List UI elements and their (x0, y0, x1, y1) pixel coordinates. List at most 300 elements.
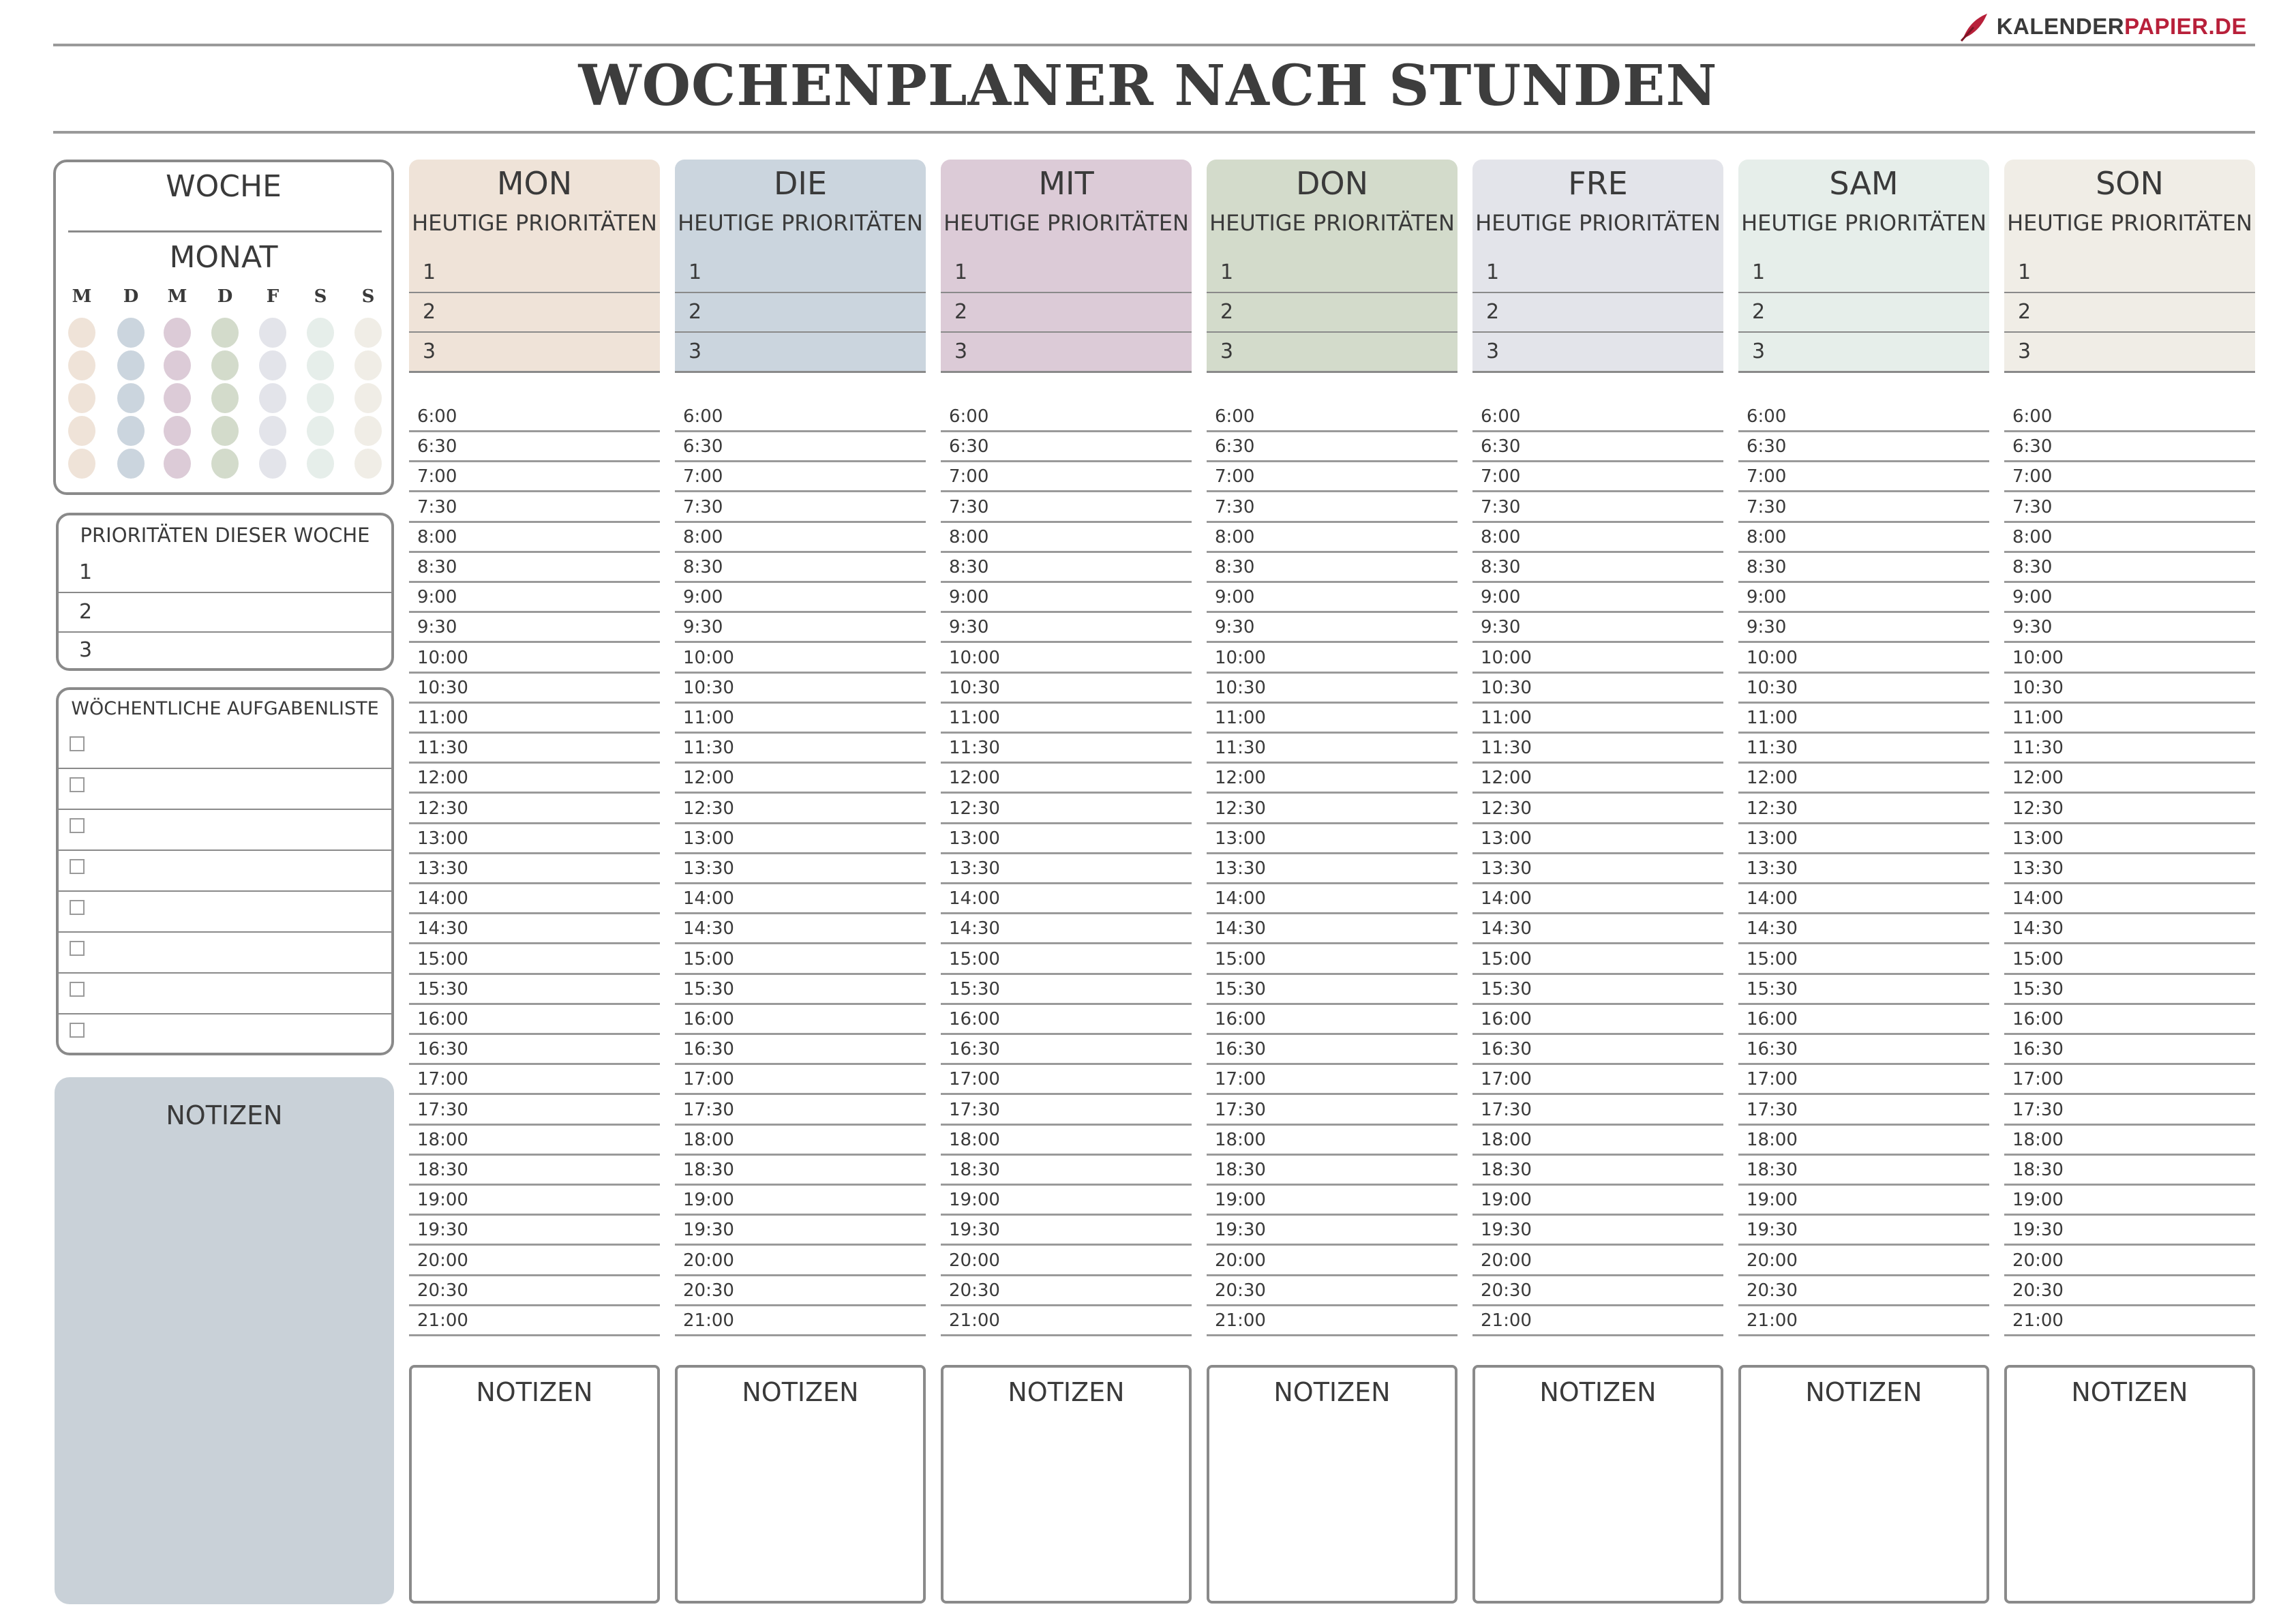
time-slot[interactable] (2004, 1156, 2255, 1186)
day-priority-row[interactable] (1738, 254, 1989, 293)
time-slot[interactable] (409, 914, 660, 944)
time-slot[interactable] (941, 674, 1192, 704)
calendar-dot[interactable] (307, 449, 334, 479)
time-slot[interactable] (1472, 523, 1723, 553)
time-slot[interactable] (2004, 975, 2255, 1005)
time-slot[interactable] (941, 1216, 1192, 1246)
priority-divider (409, 371, 660, 373)
time-slot[interactable] (675, 975, 926, 1005)
time-slot[interactable] (1472, 1005, 1723, 1035)
time-slot[interactable] (409, 432, 660, 462)
time-slot[interactable] (1472, 583, 1723, 613)
day-priority-row[interactable] (409, 293, 660, 333)
time-slot[interactable] (2004, 824, 2255, 854)
day-priority-row[interactable] (941, 293, 1192, 333)
time-slot[interactable] (1207, 734, 1457, 764)
time-slot[interactable] (409, 493, 660, 523)
calendar-dot[interactable] (259, 449, 286, 479)
time-slot[interactable] (675, 523, 926, 553)
time-slot[interactable] (1738, 674, 1989, 704)
time-slot[interactable] (1472, 644, 1723, 674)
calendar-dot[interactable] (211, 318, 239, 348)
time-slot[interactable] (1207, 674, 1457, 704)
calendar-dot[interactable] (307, 416, 334, 446)
time-slot[interactable] (675, 914, 926, 944)
time-slot[interactable] (675, 1216, 926, 1246)
time-slot[interactable] (941, 1156, 1192, 1186)
time-slot[interactable] (941, 1035, 1192, 1065)
time-slot[interactable] (1207, 884, 1457, 914)
time-slot[interactable] (1207, 1276, 1457, 1306)
time-label: 8:00 (417, 526, 457, 547)
time-slot[interactable] (1207, 945, 1457, 975)
time-slot[interactable] (1472, 1156, 1723, 1186)
time-slot[interactable] (409, 523, 660, 553)
calendar-dot[interactable] (211, 350, 239, 380)
task-checkbox[interactable] (70, 859, 85, 874)
time-slot[interactable] (1207, 1246, 1457, 1276)
time-slot[interactable] (1472, 1126, 1723, 1156)
time-slot[interactable] (2004, 402, 2255, 432)
time-slot[interactable] (1738, 1126, 1989, 1156)
time-slot[interactable] (409, 734, 660, 764)
time-slot[interactable] (675, 854, 926, 884)
time-slot[interactable] (941, 1096, 1192, 1126)
calendar-dot[interactable] (117, 350, 145, 380)
time-slot[interactable] (1738, 493, 1989, 523)
time-slot[interactable] (409, 764, 660, 794)
time-slot[interactable] (1207, 824, 1457, 854)
time-slot[interactable] (1472, 1216, 1723, 1246)
time-slot[interactable] (675, 674, 926, 704)
time-slot[interactable] (2004, 1126, 2255, 1156)
time-slot[interactable] (675, 1126, 926, 1156)
time-slot[interactable] (1472, 1246, 1723, 1276)
task-checkbox[interactable] (70, 982, 85, 997)
time-slot[interactable] (1207, 975, 1457, 1005)
time-slot[interactable] (675, 1065, 926, 1095)
day-priority-row[interactable] (2004, 254, 2255, 293)
time-slot[interactable] (941, 523, 1192, 553)
time-slot[interactable] (409, 1035, 660, 1065)
calendar-dot[interactable] (211, 383, 239, 413)
time-slot[interactable] (1207, 1216, 1457, 1246)
time-slot[interactable] (409, 613, 660, 643)
calendar-dot[interactable] (354, 449, 382, 479)
time-slot[interactable] (1207, 523, 1457, 553)
time-slot[interactable] (941, 644, 1192, 674)
task-checkbox[interactable] (70, 818, 85, 833)
calendar-dot[interactable] (164, 318, 191, 348)
day-notes-box[interactable] (675, 1365, 926, 1604)
time-slot[interactable] (1738, 402, 1989, 432)
time-slot[interactable] (2004, 854, 2255, 884)
time-slot[interactable] (1207, 613, 1457, 643)
time-slot[interactable] (2004, 704, 2255, 734)
calendar-dot[interactable] (259, 383, 286, 413)
calendar-dot[interactable] (259, 318, 286, 348)
time-slot[interactable] (1738, 1005, 1989, 1035)
day-priority-row[interactable] (409, 333, 660, 372)
time-slot[interactable] (1738, 644, 1989, 674)
calendar-dot[interactable] (354, 318, 382, 348)
time-slot[interactable] (2004, 794, 2255, 824)
time-slot[interactable] (675, 613, 926, 643)
time-slot[interactable] (2004, 583, 2255, 613)
time-slot[interactable] (941, 734, 1192, 764)
time-slot[interactable] (1207, 1306, 1457, 1336)
time-slot[interactable] (675, 764, 926, 794)
time-slot[interactable] (409, 1246, 660, 1276)
time-slot[interactable] (675, 432, 926, 462)
time-slot[interactable] (2004, 734, 2255, 764)
time-slot[interactable] (941, 914, 1192, 944)
time-slot[interactable] (941, 1306, 1192, 1336)
time-slot[interactable] (2004, 1005, 2255, 1035)
time-slot[interactable] (409, 1306, 660, 1336)
time-slot[interactable] (941, 613, 1192, 643)
time-slot[interactable] (941, 884, 1192, 914)
time-slot[interactable] (1472, 493, 1723, 523)
time-slot[interactable] (2004, 1065, 2255, 1095)
time-slot[interactable] (1738, 523, 1989, 553)
time-slot[interactable] (1738, 734, 1989, 764)
time-slot[interactable] (2004, 1306, 2255, 1336)
time-slot[interactable] (941, 553, 1192, 583)
time-slot[interactable] (1472, 553, 1723, 583)
time-slot[interactable] (941, 1276, 1192, 1306)
time-slot[interactable] (675, 1186, 926, 1216)
time-slot[interactable] (409, 854, 660, 884)
calendar-dot[interactable] (117, 416, 145, 446)
calendar-dot[interactable] (68, 416, 95, 446)
calendar-dot[interactable] (307, 383, 334, 413)
time-slot[interactable] (2004, 674, 2255, 704)
time-slot[interactable] (941, 402, 1192, 432)
calendar-dot[interactable] (68, 350, 95, 380)
time-slot[interactable] (1472, 1096, 1723, 1126)
calendar-dot[interactable] (164, 383, 191, 413)
time-slot[interactable] (1738, 1246, 1989, 1276)
time-slot[interactable] (941, 1186, 1192, 1216)
time-label: 9:00 (1215, 587, 1255, 608)
time-slot[interactable] (1738, 1186, 1989, 1216)
time-slot[interactable] (941, 1126, 1192, 1156)
time-slot[interactable] (409, 1216, 660, 1246)
time-slot[interactable] (1738, 854, 1989, 884)
time-slot[interactable] (941, 1065, 1192, 1095)
calendar-dot[interactable] (117, 383, 145, 413)
time-slot[interactable] (1207, 553, 1457, 583)
day-notes-box[interactable] (2004, 1365, 2255, 1604)
time-slot[interactable] (1738, 613, 1989, 643)
time-slot[interactable] (941, 794, 1192, 824)
time-slot[interactable] (1207, 583, 1457, 613)
time-slot[interactable] (2004, 884, 2255, 914)
calendar-dot[interactable] (117, 318, 145, 348)
time-slot[interactable] (1472, 824, 1723, 854)
time-slot[interactable] (1738, 1306, 1989, 1336)
time-slot[interactable] (1472, 613, 1723, 643)
day-notes-box[interactable] (1738, 1365, 1989, 1604)
calendar-dot[interactable] (307, 350, 334, 380)
time-slot[interactable] (1738, 1065, 1989, 1095)
time-slot[interactable] (675, 402, 926, 432)
time-slot[interactable] (1738, 824, 1989, 854)
time-slot[interactable] (1472, 432, 1723, 462)
time-label: 8:30 (949, 557, 989, 577)
time-slot[interactable] (1738, 583, 1989, 613)
time-slot[interactable] (1738, 1216, 1989, 1246)
time-slot[interactable] (675, 884, 926, 914)
time-slot[interactable] (2004, 613, 2255, 643)
time-slot[interactable] (2004, 553, 2255, 583)
calendar-dot[interactable] (68, 318, 95, 348)
day-priority-row[interactable] (2004, 333, 2255, 372)
time-label: 8:00 (949, 526, 989, 547)
time-slot[interactable] (941, 854, 1192, 884)
time-slot[interactable] (1738, 975, 1989, 1005)
time-slot[interactable] (409, 884, 660, 914)
time-slot[interactable] (1472, 764, 1723, 794)
time-slot[interactable] (1738, 462, 1989, 492)
time-slot[interactable] (1472, 975, 1723, 1005)
time-label: 21:00 (417, 1310, 468, 1331)
calendar-dot[interactable] (259, 350, 286, 380)
time-slot[interactable] (1207, 644, 1457, 674)
time-slot[interactable] (1472, 462, 1723, 492)
calendar-dot[interactable] (164, 350, 191, 380)
calendar-dot[interactable] (354, 383, 382, 413)
time-slot[interactable] (409, 644, 660, 674)
time-slot[interactable] (941, 1246, 1192, 1276)
time-slot[interactable] (1738, 794, 1989, 824)
day-priority-row[interactable] (1472, 293, 1723, 333)
time-slot[interactable] (409, 462, 660, 492)
time-slot[interactable] (1472, 1306, 1723, 1336)
day-priority-row[interactable] (675, 293, 926, 333)
day-priority-row[interactable] (1207, 333, 1457, 372)
time-slot[interactable] (1738, 884, 1989, 914)
time-slot[interactable] (409, 1005, 660, 1035)
time-slot[interactable] (1472, 734, 1723, 764)
day-notes-box[interactable] (1472, 1365, 1723, 1604)
time-slot[interactable] (409, 402, 660, 432)
day-priority-row[interactable] (1207, 293, 1457, 333)
time-slot[interactable] (675, 704, 926, 734)
time-slot[interactable] (675, 1005, 926, 1035)
time-slot[interactable] (409, 1156, 660, 1186)
time-slot[interactable] (2004, 1216, 2255, 1246)
time-slot[interactable] (1207, 402, 1457, 432)
day-priority-row[interactable] (1472, 254, 1723, 293)
time-slot[interactable] (409, 794, 660, 824)
calendar-dot[interactable] (117, 449, 145, 479)
time-slot[interactable] (675, 824, 926, 854)
calendar-dot[interactable] (211, 449, 239, 479)
time-slot[interactable] (675, 1246, 926, 1276)
time-slot[interactable] (1738, 764, 1989, 794)
time-slot[interactable] (941, 583, 1192, 613)
time-slot[interactable] (409, 1096, 660, 1126)
time-slot[interactable] (1472, 1035, 1723, 1065)
time-slot[interactable] (2004, 914, 2255, 944)
task-checkbox[interactable] (70, 941, 85, 956)
time-slot[interactable] (675, 644, 926, 674)
calendar-dot[interactable] (211, 416, 239, 446)
time-label: 15:00 (949, 948, 1000, 969)
day-priority-row[interactable] (2004, 293, 2255, 333)
time-slot[interactable] (409, 1065, 660, 1095)
time-slot[interactable] (409, 704, 660, 734)
time-slot[interactable] (675, 553, 926, 583)
time-slot[interactable] (941, 824, 1192, 854)
brand-part1: KALENDER (1996, 14, 2125, 39)
time-slot[interactable] (1738, 945, 1989, 975)
time-slot[interactable] (1207, 854, 1457, 884)
time-slot[interactable] (1472, 1186, 1723, 1216)
task-checkbox[interactable] (70, 736, 85, 751)
time-slot[interactable] (1738, 553, 1989, 583)
time-slot[interactable] (1207, 432, 1457, 462)
time-slot[interactable] (409, 824, 660, 854)
time-slot[interactable] (675, 1276, 926, 1306)
day-priority-row[interactable] (675, 333, 926, 372)
time-slot[interactable] (941, 493, 1192, 523)
time-slot[interactable] (1472, 1276, 1723, 1306)
task-checkbox[interactable] (70, 1023, 85, 1038)
day-priority-row[interactable] (409, 254, 660, 293)
time-slot[interactable] (1207, 1035, 1457, 1065)
time-slot[interactable] (2004, 523, 2255, 553)
day-priority-row[interactable] (941, 333, 1192, 372)
calendar-dot[interactable] (164, 449, 191, 479)
time-slot[interactable] (409, 553, 660, 583)
time-slot[interactable] (941, 1005, 1192, 1035)
day-notes-box[interactable] (941, 1365, 1192, 1604)
day-priority-row[interactable] (1207, 254, 1457, 293)
calendar-dot[interactable] (354, 350, 382, 380)
time-slot[interactable] (2004, 1276, 2255, 1306)
time-slot[interactable] (1472, 402, 1723, 432)
day-notes-box[interactable] (409, 1365, 660, 1604)
time-label: 18:30 (1481, 1160, 1532, 1180)
calendar-dot[interactable] (68, 383, 95, 413)
time-slot[interactable] (1207, 462, 1457, 492)
time-slot[interactable] (2004, 1035, 2255, 1065)
time-slot[interactable] (1207, 1096, 1457, 1126)
time-slot[interactable] (1472, 1065, 1723, 1095)
time-slot[interactable] (1472, 914, 1723, 944)
time-slot[interactable] (675, 1096, 926, 1126)
task-checkbox[interactable] (70, 900, 85, 915)
calendar-dot[interactable] (307, 318, 334, 348)
time-slot[interactable] (1738, 914, 1989, 944)
time-slot[interactable] (1738, 1096, 1989, 1126)
day-priority-row[interactable] (1738, 333, 1989, 372)
time-slot[interactable] (675, 1035, 926, 1065)
time-label: 15:00 (1215, 948, 1266, 969)
calendar-dot[interactable] (164, 416, 191, 446)
time-slot[interactable] (1472, 884, 1723, 914)
time-slot[interactable] (2004, 462, 2255, 492)
time-slot[interactable] (1738, 1035, 1989, 1065)
time-slot[interactable] (675, 462, 926, 492)
calendar-dot[interactable] (68, 449, 95, 479)
calendar-dot[interactable] (259, 416, 286, 446)
time-slot[interactable] (1207, 493, 1457, 523)
time-slot[interactable] (1207, 794, 1457, 824)
time-slot[interactable] (675, 1306, 926, 1336)
time-slot[interactable] (941, 764, 1192, 794)
time-slot[interactable] (941, 432, 1192, 462)
day-priority-row[interactable] (675, 254, 926, 293)
time-slot[interactable] (409, 1186, 660, 1216)
time-slot[interactable] (1207, 1126, 1457, 1156)
time-slot[interactable] (941, 945, 1192, 975)
day-priority-row[interactable] (1738, 293, 1989, 333)
time-slot[interactable] (1472, 704, 1723, 734)
time-slot[interactable] (1472, 945, 1723, 975)
time-slot[interactable] (1738, 704, 1989, 734)
calendar-dot[interactable] (354, 416, 382, 446)
time-slot[interactable] (1738, 432, 1989, 462)
time-slot[interactable] (1207, 704, 1457, 734)
time-slot[interactable] (1207, 914, 1457, 944)
time-slot[interactable] (1472, 854, 1723, 884)
time-slot[interactable] (1207, 1156, 1457, 1186)
time-slot[interactable] (2004, 1186, 2255, 1216)
time-slot[interactable] (409, 1276, 660, 1306)
time-slot[interactable] (675, 1156, 926, 1186)
time-slot[interactable] (1472, 674, 1723, 704)
day-priority-row[interactable] (941, 254, 1192, 293)
time-slot[interactable] (675, 583, 926, 613)
day-priority-row[interactable] (1472, 333, 1723, 372)
time-slot[interactable] (2004, 945, 2255, 975)
time-slot[interactable] (675, 794, 926, 824)
task-checkbox[interactable] (70, 777, 85, 792)
time-slot[interactable] (2004, 1096, 2255, 1126)
time-slot[interactable] (2004, 1246, 2255, 1276)
time-slot[interactable] (409, 975, 660, 1005)
time-slot[interactable] (2004, 764, 2255, 794)
time-slot[interactable] (941, 975, 1192, 1005)
time-slot[interactable] (1207, 1065, 1457, 1095)
time-slot[interactable] (1738, 1276, 1989, 1306)
time-slot[interactable] (1207, 1005, 1457, 1035)
time-label: 14:30 (949, 918, 1000, 939)
time-slot[interactable] (409, 945, 660, 975)
time-slot[interactable] (409, 583, 660, 613)
time-slot[interactable] (409, 674, 660, 704)
time-slot[interactable] (675, 945, 926, 975)
time-slot[interactable] (941, 462, 1192, 492)
time-slot[interactable] (2004, 493, 2255, 523)
time-slot[interactable] (2004, 432, 2255, 462)
day-notes-box[interactable] (1207, 1365, 1457, 1604)
time-slot[interactable] (675, 734, 926, 764)
time-slot[interactable] (1207, 1186, 1457, 1216)
week-notes-area[interactable] (55, 1077, 394, 1604)
time-slot[interactable] (1472, 794, 1723, 824)
time-slot[interactable] (2004, 644, 2255, 674)
time-slot[interactable] (1207, 764, 1457, 794)
time-slot[interactable] (675, 493, 926, 523)
time-slot[interactable] (1738, 1156, 1989, 1186)
time-slot[interactable] (941, 704, 1192, 734)
time-slot[interactable] (409, 1126, 660, 1156)
